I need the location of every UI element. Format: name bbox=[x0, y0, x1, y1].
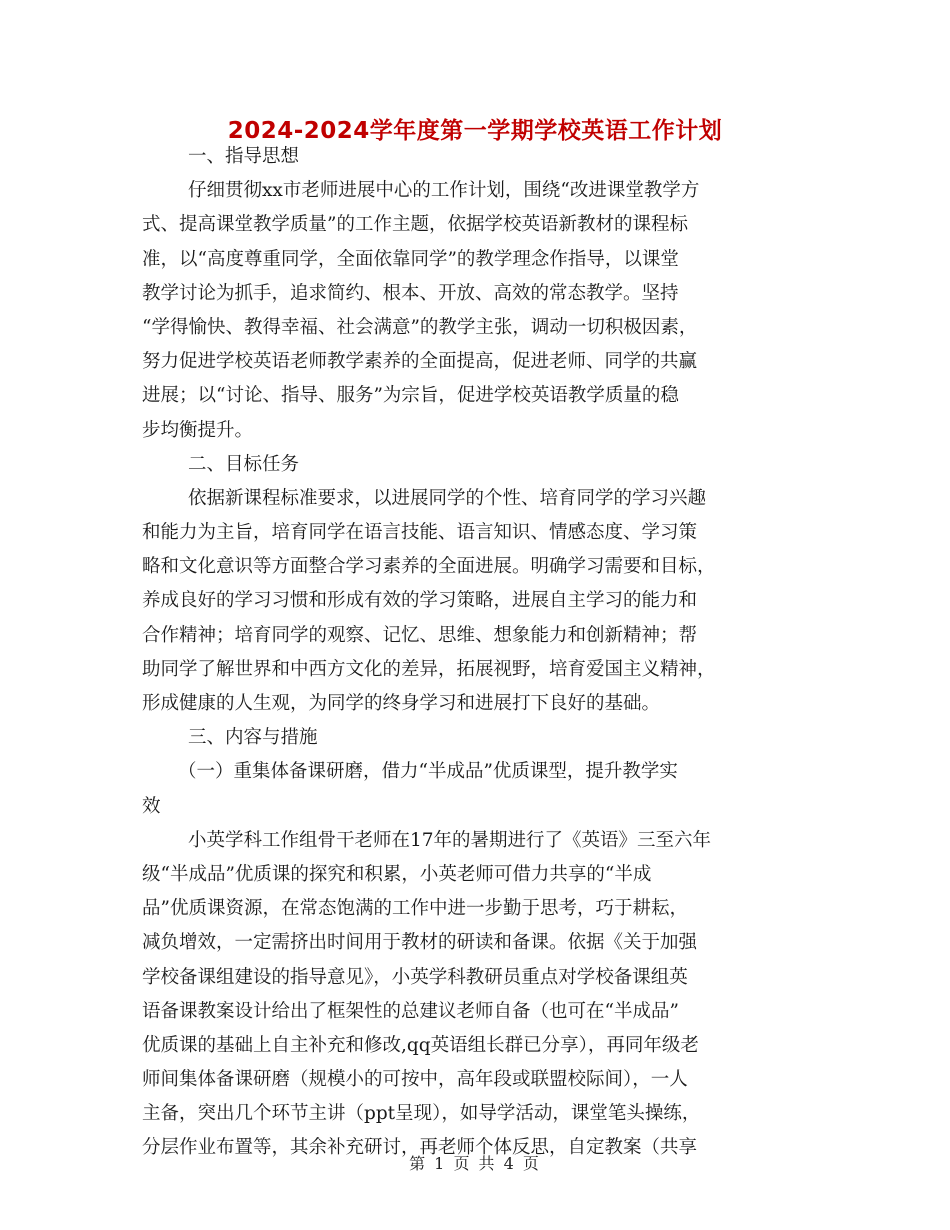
paragraph-line: 主备，突出几个环节主讲（ppt呈现），如导学活动，课堂笔头操练， bbox=[142, 1103, 701, 1125]
paragraph-line: 式、提高课堂教学质量”的工作主题，依据学校英语新教材的课程标 bbox=[142, 214, 688, 236]
paragraph-line: 和能力为主旨，培育同学在语言技能、语言知识、情感态度、学习策 bbox=[142, 522, 698, 544]
paragraph-line: 形成健康的人生观，为同学的终身学习和进展打下良好的基础。 bbox=[142, 693, 661, 714]
paragraph-line: “学得愉快、教得幸福、社会满意”的教学主张，调动一切积极因素， bbox=[142, 316, 698, 338]
paragraph-line: 减负增效，一定需挤出时间用于教材的研读和备课。依据《关于加强 bbox=[142, 932, 698, 954]
section-heading: 三、内容与措施 bbox=[188, 727, 318, 749]
paragraph-line: 学校备课组建设的指导意见》，小英学科教研员重点对学校备课组英 bbox=[142, 966, 688, 988]
paragraph-line: 依据新课程标准要求，以进展同学的个性、培育同学的学习兴趣 bbox=[188, 487, 707, 509]
paragraph-line: 进展；以“讨论、指导、服务”为宗旨，促进学校英语教学质量的稳 bbox=[142, 385, 679, 407]
paragraph-line: 小英学科工作组骨干老师在17年的暑期进行了《英语》三至六年 bbox=[188, 829, 712, 851]
paragraph-line: 语备课教案设计给出了框架性的总建议老师自备（也可在“半成品” bbox=[142, 1000, 679, 1022]
paragraph-line: 养成良好的学习习惯和形成有效的学习策略，进展自主学习的能力和 bbox=[142, 590, 698, 612]
paragraph-line: 合作精神；培育同学的观察、记忆、思维、想象能力和创新精神；帮 bbox=[142, 624, 698, 646]
page-footer: 第 1 页 共 4 页 bbox=[409, 1154, 541, 1173]
paragraph-line: 准，以“高度尊重同学，全面依靠同学”的教学理念作指导，以课堂 bbox=[142, 248, 679, 270]
document-title: 2024-2024学年度第一学期学校英语工作计划 bbox=[227, 118, 723, 144]
paragraph-line: 分层作业布置等，其余补充研讨，再老师个体反思，自定教案（共享 bbox=[142, 1137, 698, 1159]
subsection-heading: （一）重集体备课研磨，借力“半成品”优质课型，提升教学实 bbox=[178, 761, 678, 783]
paragraph-line: 优质课的基础上自主补充和修改,qq英语组长群已分享），再同年级老 bbox=[142, 1034, 699, 1056]
paragraph-line: 步均衡提升。 bbox=[142, 419, 254, 441]
paragraph-line: 仔细贯彻xx市老师进展中心的工作计划，围绕“改进课堂教学方 bbox=[188, 180, 700, 202]
paragraph-line: 教学讨论为抓手，追求简约、根本、开放、高效的常态教学。坚持 bbox=[142, 282, 679, 304]
section-heading: 一、指导思想 bbox=[188, 146, 300, 167]
paragraph-line: 级“半成品”优质课的探究和积累，小英老师可借力共享的“半成 bbox=[142, 863, 652, 885]
paragraph-line: 努力促进学校英语老师教学素养的全面提高，促进老师、同学的共赢 bbox=[142, 351, 698, 373]
paragraph-line: 品”优质课资源，在常态饱满的工作中进一步勤于思考，巧于耕耘， bbox=[142, 898, 688, 920]
subsection-heading: 效 bbox=[142, 795, 161, 817]
paragraph-line: 师间集体备课研磨（规模小的可按中，高年段或联盟校际间），一人 bbox=[142, 1069, 688, 1091]
document-body bbox=[142, 140, 812, 1166]
section-heading: 二、目标任务 bbox=[188, 453, 300, 475]
paragraph-line: 略和文化意识等方面整合学习素养的全面进展。明确学习需要和目标， bbox=[142, 556, 716, 578]
paragraph-line: 助同学了解世界和中西方文化的差异，拓展视野，培育爱国主义精神， bbox=[142, 658, 716, 680]
